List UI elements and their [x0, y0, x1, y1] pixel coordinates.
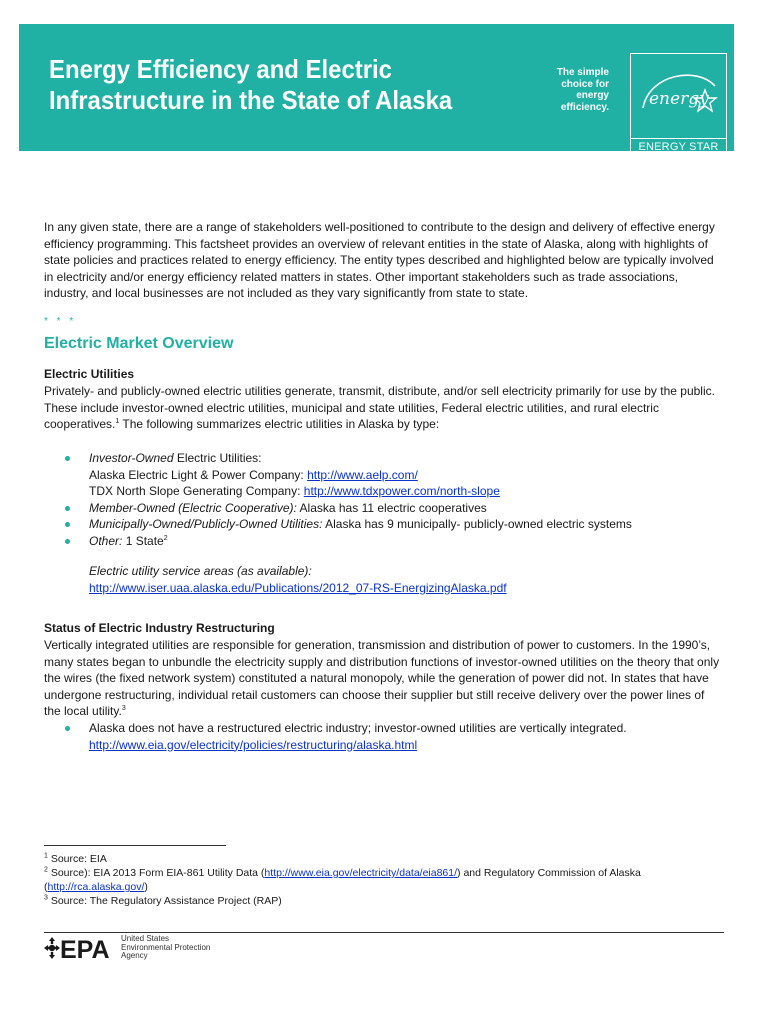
restructuring-list: [44, 720, 704, 753]
svg-text:EPA: EPA: [60, 936, 110, 962]
bullet-icon: [65, 726, 70, 731]
header-banner: [19, 24, 734, 151]
bullet-icon: [65, 522, 70, 527]
restructuring-paragraph: Vertically integrated utilities are responsible for generation, transmission and distribution of power to customers. In the 1990’s, many states began to unbundle the electricity supply and distribution functions of investor-owned utilities on the theory that only the wires (the fixed network system) constituted a natural monopoly, while the generation of power did not. In states that have undergone restructuring, individual retail customers can choose their supplier but still receive delivery over the power lines of the local utility.$^3$: [44, 638, 720, 718]
footnote-ref-3[interactable]: 3: [121, 705, 126, 712]
list-item: Member-Owned (Electric Cooperative): Alaska has 11 electric cooperatives: [44, 500, 704, 517]
section-heading: Electric Market Overview: [44, 335, 234, 352]
title-line-2: Infrastructure in the State of Alaska: [49, 85, 453, 115]
eia861-link[interactable]: http://www.eia.gov/electricity/data/eia861/: [264, 867, 458, 879]
bullet-icon: [65, 506, 70, 511]
electric-utilities-heading: Electric Utilities: [44, 367, 135, 381]
footnote-ref-1[interactable]: 1: [115, 418, 120, 425]
epa-agency-name: United States Environmental Protection Agency: [121, 934, 211, 960]
footnote-1: $^1$ Source: EIA: [44, 852, 107, 865]
footnote-2: $^2$ Source): EIA 2013 Form EIA-861 Utility Data (http://www.eia.gov/electricity/data/eia861/) and Regulatory Commission of Alaska (http://rca.alaska.gov/): [44, 866, 641, 893]
list-item: Investor-Owned Electric Utilities: Alaska Electric Light & Power Company: http://www.aelp.com/ TDX North Slope Generating Company: http://www.tdxpower.com/north-slope: [44, 450, 704, 500]
page-title: [49, 54, 452, 116]
title-line-1: Energy Efficiency and Electric: [49, 54, 392, 84]
aelp-link[interactable]: http://www.aelp.com/: [307, 467, 418, 482]
bullet-icon: [65, 539, 70, 544]
service-areas-link[interactable]: http://www.iser.uaa.alaska.edu/Publications/2012_07-RS-EnergizingAlaska.pdf: [89, 580, 507, 595]
list-item: Alaska does not have a restructured electric industry; investor-owned utilities are vertically integrated. http://www.eia.gov/electricity/policies/restructuring/alaska.html: [44, 720, 704, 753]
svg-text:energy: energy: [649, 89, 709, 109]
intro-paragraph: In any given state, there are a range of stakeholders well-positioned to contribute to the design and delivery of effective energy efficiency programming. This factsheet provides an overview of relevant entities in the state of Alaska, along with highlights of state policies and practices related to energy efficiency. The entity types described and highlighted below are typically involved in electricity and/or energy efficiency related matters in states. Other important stakeholders such as trade associations, industry, and local businesses are not included as they vary significantly from state to state.: [44, 220, 715, 300]
restructuring-heading: Status of Electric Industry Restructuring: [44, 621, 275, 635]
energy-star-icon: [635, 64, 723, 130]
footnote-divider: [44, 845, 226, 846]
utility-type-list: [44, 450, 704, 596]
footnote-3: $^3$ Source: The Regulatory Assistance Project (RAP): [44, 894, 282, 907]
footnotes: [44, 852, 724, 908]
energy-star-label: ENERGY STAR: [631, 138, 726, 156]
energy-star-logo: [630, 53, 727, 157]
footnote-ref-2[interactable]: 2: [163, 534, 168, 542]
rca-link[interactable]: http://rca.alaska.gov/: [47, 881, 145, 893]
bullet-icon: [65, 456, 70, 461]
electric-utilities-paragraph: Privately- and publicly-owned electric utilities generate, transmit, distribute, and/or sell electricity primarily for use by the public. These include investor-owned electric utilities, municipal and state utilities, Federal electric utilities, and rural electric cooperatives.$^1$ The following summarizes electric utilities in Alaska by type:: [44, 384, 715, 431]
eia-restructuring-link[interactable]: http://www.eia.gov/electricity/policies/restructuring/alaska.html: [89, 737, 418, 752]
list-item: Other: 1 State$^2$ Electric utility service areas (as available): http://www.iser.uaa.alaska.edu/Publications/2012_07-RS-EnergizingAlaska.pdf: [44, 533, 704, 597]
footer-divider: [44, 932, 724, 933]
section-divider: * * *: [44, 316, 77, 327]
list-item: Municipally-Owned/Publicly-Owned Utilities: Alaska has 9 municipally- publicly-owned electric systems: [44, 516, 704, 533]
energy-star-tagline: The simple choice for energy efficiency.: [556, 67, 609, 113]
tdx-link[interactable]: http://www.tdxpower.com/north-slope: [303, 484, 500, 498]
